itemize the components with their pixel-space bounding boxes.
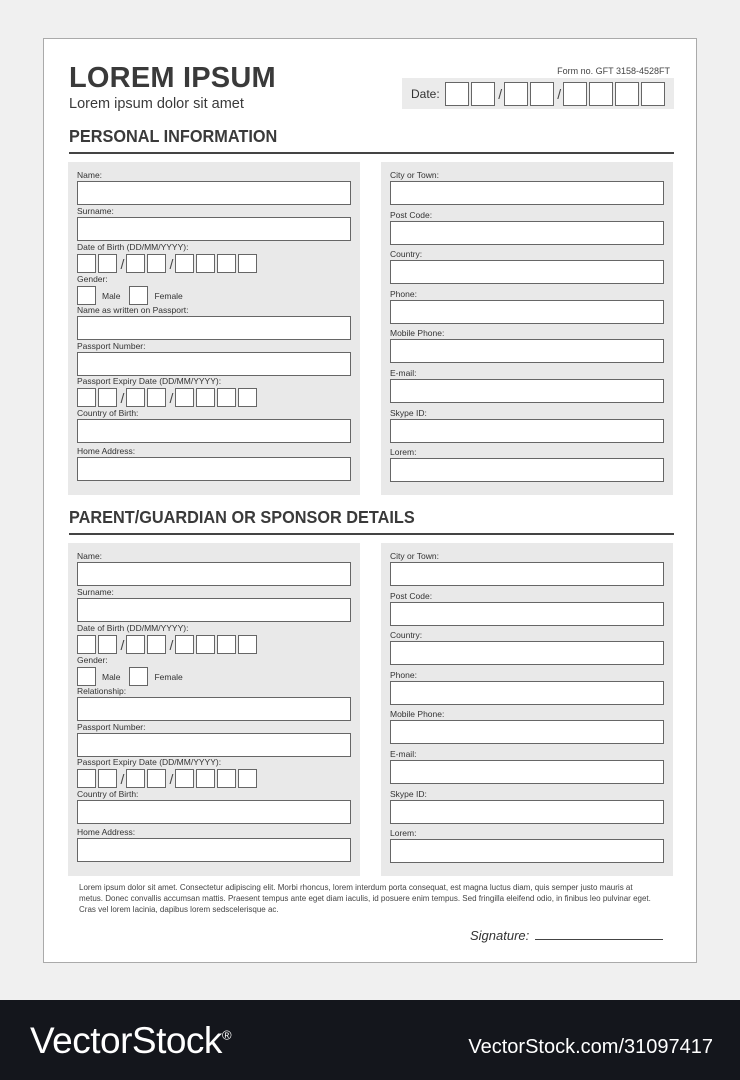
section-title: PERSONAL INFORMATION bbox=[69, 126, 278, 146]
passport-name-label: Name as written on Passport: bbox=[77, 305, 189, 315]
right-field-input[interactable] bbox=[390, 379, 664, 403]
passport-expiry-digit[interactable] bbox=[217, 388, 236, 407]
passport-number-input[interactable] bbox=[77, 352, 351, 376]
gender-options bbox=[77, 667, 351, 686]
country-of-birth-field bbox=[77, 789, 351, 824]
date-month-digit[interactable] bbox=[530, 82, 554, 106]
passport-expiry-digit-boxes bbox=[77, 769, 351, 788]
section-divider bbox=[69, 152, 674, 154]
passport-expiry-digit[interactable] bbox=[147, 769, 166, 788]
gender-field bbox=[77, 655, 351, 686]
gender-male-label: Male bbox=[102, 290, 121, 301]
date-separator: / bbox=[557, 85, 562, 102]
right-field-input[interactable] bbox=[390, 720, 664, 744]
passport-expiry-digit[interactable] bbox=[238, 769, 257, 788]
dob-digit[interactable] bbox=[217, 254, 236, 273]
passport-name-input[interactable] bbox=[77, 697, 351, 721]
brand-logo bbox=[30, 1020, 231, 1062]
passport-expiry-label: Passport Expiry Date (DD/MM/YYYY): bbox=[77, 376, 222, 386]
surname-input[interactable] bbox=[77, 598, 351, 622]
passport-number-field bbox=[77, 722, 351, 757]
home-address-field bbox=[77, 446, 351, 481]
right-field-label: Phone: bbox=[390, 669, 417, 680]
dob-digit-boxes bbox=[77, 635, 351, 654]
dob-field bbox=[77, 242, 351, 273]
dob-digit-boxes bbox=[77, 254, 351, 273]
right-field-input[interactable] bbox=[390, 419, 664, 443]
right-field-input[interactable] bbox=[390, 602, 664, 626]
dob-digit[interactable] bbox=[196, 635, 215, 654]
passport-expiry-digit[interactable] bbox=[217, 769, 236, 788]
date-field bbox=[402, 78, 674, 109]
right-field bbox=[390, 408, 664, 443]
right-field-label: Phone: bbox=[390, 288, 417, 299]
dob-digit[interactable] bbox=[77, 254, 96, 273]
date-year-digit[interactable] bbox=[641, 82, 665, 106]
passport-expiry-label: Passport Expiry Date (DD/MM/YYYY): bbox=[77, 757, 222, 767]
passport-expiry-digit[interactable] bbox=[175, 388, 194, 407]
passport-number-field bbox=[77, 341, 351, 376]
gender-options bbox=[77, 286, 351, 305]
right-field bbox=[390, 591, 664, 626]
footnote-text: Lorem ipsum dolor sit amet. Consectetur adipiscing elit. Morbi rhoncus, lorem interdum porta consequat, est magna luctus diam, quis semper justo mauris at metus. Donec convallis accumsan mattis. Praesent tempus ante eget diam iaculis, id posuere enim tempus. Sed fringilla eleifend odio, in finibus leo pulvinar eget. Cras vel lorem lacinia, dapibus lorem sedscelerisque ac. bbox=[79, 883, 651, 914]
right-field-label: Lorem: bbox=[390, 828, 417, 839]
home-address-label: Home Address: bbox=[77, 446, 136, 456]
brand-name: VectorStock bbox=[30, 1020, 222, 1061]
right-field-label: E-mail: bbox=[390, 749, 417, 759]
right-field bbox=[390, 249, 664, 284]
signature-label: Signature: bbox=[470, 928, 530, 943]
right-field-input[interactable] bbox=[390, 800, 664, 824]
country-of-birth-input[interactable] bbox=[77, 419, 351, 443]
gender-male-checkbox[interactable] bbox=[77, 667, 96, 686]
left-panel bbox=[68, 162, 360, 495]
home-address-input[interactable] bbox=[77, 457, 351, 481]
form-sheet bbox=[43, 38, 697, 963]
right-field bbox=[390, 709, 664, 744]
dob-digit[interactable] bbox=[147, 254, 166, 273]
right-panel bbox=[381, 162, 673, 495]
passport-expiry-digit[interactable] bbox=[238, 388, 257, 407]
date-separator: / bbox=[120, 770, 125, 787]
date-day-digit[interactable] bbox=[471, 82, 495, 106]
name-input[interactable] bbox=[77, 181, 351, 205]
right-field-input[interactable] bbox=[390, 339, 664, 363]
passport-name-input[interactable] bbox=[77, 316, 351, 340]
surname-label: Surname: bbox=[77, 587, 114, 597]
home-address-field bbox=[77, 827, 351, 862]
right-field bbox=[390, 630, 664, 665]
name-input[interactable] bbox=[77, 562, 351, 586]
passport-expiry-digit[interactable] bbox=[196, 388, 215, 407]
right-field bbox=[390, 670, 664, 705]
gender-label: Gender: bbox=[77, 655, 108, 665]
name-label: Name: bbox=[77, 170, 103, 180]
country-of-birth-field bbox=[77, 408, 351, 443]
passport-number-input[interactable] bbox=[77, 733, 351, 757]
stock-id: VectorStock.com/31097417 bbox=[468, 1036, 713, 1058]
right-field bbox=[390, 789, 664, 824]
right-field-label: Post Code: bbox=[390, 590, 433, 601]
country-of-birth-label: Country of Birth: bbox=[77, 789, 139, 799]
passport-expiry-digit[interactable] bbox=[147, 388, 166, 407]
date-separator: / bbox=[169, 770, 174, 787]
dob-digit[interactable] bbox=[126, 635, 145, 654]
watermark-bar bbox=[0, 1000, 740, 1080]
dob-label: Date of Birth (DD/MM/YYYY): bbox=[77, 242, 189, 252]
right-field-label: Lorem: bbox=[390, 447, 417, 458]
gender-field bbox=[77, 274, 351, 305]
right-field bbox=[390, 828, 664, 863]
dob-digit[interactable] bbox=[77, 635, 96, 654]
surname-field bbox=[77, 587, 351, 622]
dob-digit[interactable] bbox=[98, 254, 117, 273]
name-field bbox=[77, 170, 351, 205]
right-field-label: Mobile Phone: bbox=[390, 328, 445, 339]
date-separator: / bbox=[120, 389, 125, 406]
date-separator: / bbox=[169, 389, 174, 406]
date-separator: / bbox=[120, 636, 125, 653]
passport-name-field bbox=[77, 305, 351, 340]
gender-male-label: Male bbox=[102, 671, 121, 682]
signature-line[interactable] bbox=[535, 939, 663, 940]
passport-expiry-digit[interactable] bbox=[175, 769, 194, 788]
date-year-digit[interactable] bbox=[589, 82, 613, 106]
gender-label: Gender: bbox=[77, 274, 108, 284]
date-separator: / bbox=[169, 636, 174, 653]
date-separator: / bbox=[120, 255, 125, 272]
dob-digit[interactable] bbox=[98, 635, 117, 654]
right-field-input[interactable] bbox=[390, 181, 664, 205]
gender-male-checkbox[interactable] bbox=[77, 286, 96, 305]
right-field-input[interactable] bbox=[390, 260, 664, 284]
passport-expiry-digit[interactable] bbox=[196, 769, 215, 788]
passport-expiry-digit[interactable] bbox=[126, 769, 145, 788]
right-field-label: Skype ID: bbox=[390, 788, 427, 799]
right-field-input[interactable] bbox=[390, 681, 664, 705]
surname-label: Surname: bbox=[77, 206, 114, 216]
passport-expiry-field bbox=[77, 376, 351, 407]
surname-input[interactable] bbox=[77, 217, 351, 241]
passport-expiry-digit[interactable] bbox=[126, 388, 145, 407]
right-field bbox=[390, 210, 664, 245]
form-subtitle: Lorem ipsum dolor sit amet bbox=[69, 96, 244, 112]
dob-field bbox=[77, 623, 351, 654]
dob-digit[interactable] bbox=[196, 254, 215, 273]
dob-digit[interactable] bbox=[238, 254, 257, 273]
section-title: PARENT/GUARDIAN OR SPONSOR DETAILS bbox=[69, 507, 415, 527]
date-month-digit[interactable] bbox=[504, 82, 528, 106]
dob-digit[interactable] bbox=[217, 635, 236, 654]
dob-digit[interactable] bbox=[175, 635, 194, 654]
dob-digit[interactable] bbox=[175, 254, 194, 273]
form-title: LOREM IPSUM bbox=[69, 62, 276, 94]
right-field-input[interactable] bbox=[390, 300, 664, 324]
passport-expiry-field bbox=[77, 757, 351, 788]
right-field bbox=[390, 749, 664, 784]
right-field-label: Mobile Phone: bbox=[390, 709, 445, 720]
date-label: Date: bbox=[411, 86, 440, 101]
passport-expiry-digit[interactable] bbox=[77, 388, 96, 407]
home-address-label: Home Address: bbox=[77, 827, 136, 837]
dob-digit[interactable] bbox=[147, 635, 166, 654]
passport-number-label: Passport Number: bbox=[77, 722, 146, 732]
dob-digit[interactable] bbox=[238, 635, 257, 654]
right-field bbox=[390, 170, 664, 205]
right-field-label: E-mail: bbox=[390, 368, 417, 378]
right-field-label: City or Town: bbox=[390, 551, 439, 561]
right-field-input[interactable] bbox=[390, 760, 664, 784]
right-field-input[interactable] bbox=[390, 839, 664, 863]
passport-expiry-digit[interactable] bbox=[98, 388, 117, 407]
right-field-input[interactable] bbox=[390, 458, 664, 482]
country-of-birth-label: Country of Birth: bbox=[77, 408, 139, 418]
name-field bbox=[77, 551, 351, 586]
date-year-digit[interactable] bbox=[615, 82, 639, 106]
gender-female-label: Female bbox=[154, 671, 183, 682]
passport-expiry-digit[interactable] bbox=[98, 769, 117, 788]
right-field bbox=[390, 289, 664, 324]
right-field bbox=[390, 368, 664, 403]
date-day-digit[interactable] bbox=[445, 82, 469, 106]
right-field-input[interactable] bbox=[390, 641, 664, 665]
date-year-digit[interactable] bbox=[563, 82, 587, 106]
section-divider bbox=[69, 533, 674, 535]
right-field bbox=[390, 447, 664, 482]
passport-expiry-digit-boxes bbox=[77, 388, 351, 407]
passport-name-field bbox=[77, 686, 351, 721]
right-field-label: Country: bbox=[390, 249, 423, 260]
home-address-input[interactable] bbox=[77, 838, 351, 862]
passport-number-label: Passport Number: bbox=[77, 341, 146, 351]
country-of-birth-input[interactable] bbox=[77, 800, 351, 824]
gender-female-checkbox[interactable] bbox=[129, 667, 148, 686]
gender-female-checkbox[interactable] bbox=[129, 286, 148, 305]
right-panel bbox=[381, 543, 673, 876]
right-field-input[interactable] bbox=[390, 562, 664, 586]
right-field-label: Post Code: bbox=[390, 209, 433, 220]
name-label: Name: bbox=[77, 551, 103, 561]
right-field-label: Country: bbox=[390, 630, 423, 641]
dob-label: Date of Birth (DD/MM/YYYY): bbox=[77, 623, 189, 633]
date-separator: / bbox=[169, 255, 174, 272]
surname-field bbox=[77, 206, 351, 241]
right-field bbox=[390, 551, 664, 586]
right-field-label: Skype ID: bbox=[390, 407, 427, 418]
form-number: Form no. GFT 3158-4528FT bbox=[557, 66, 670, 76]
passport-expiry-digit[interactable] bbox=[77, 769, 96, 788]
right-field bbox=[390, 328, 664, 363]
dob-digit[interactable] bbox=[126, 254, 145, 273]
passport-name-label: Relationship: bbox=[77, 686, 127, 696]
right-field-label: City or Town: bbox=[390, 170, 439, 180]
registered-mark: ® bbox=[221, 1027, 232, 1043]
date-separator: / bbox=[498, 85, 503, 102]
gender-female-label: Female bbox=[154, 290, 183, 301]
left-panel bbox=[68, 543, 360, 876]
right-field-input[interactable] bbox=[390, 221, 664, 245]
